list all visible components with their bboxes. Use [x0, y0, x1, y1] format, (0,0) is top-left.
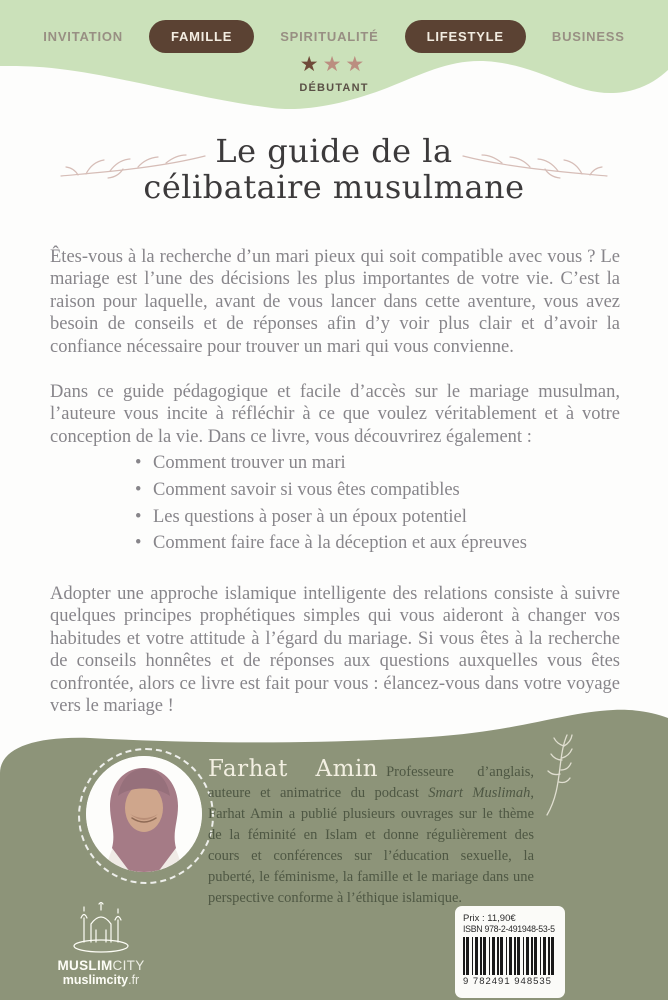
author-bio	[208, 755, 534, 909]
author-photo	[86, 756, 202, 872]
barcode-label	[455, 906, 565, 998]
category-nav	[0, 20, 668, 53]
barcode-digits: 9 782491 948535	[463, 976, 552, 987]
bullet-item: • Comment trouver un mari	[135, 450, 605, 477]
category-lifestyle-badge: LIFESTYLE	[405, 20, 526, 53]
isbn-text: ISBN 978-2-491948-53-5	[463, 924, 555, 934]
author-bio-text-2: , Farhat Amin a publié plusieurs ouvrages sur le thème de la féminité en Islam et donne régulièrement des cours et conférences sur l’éducation sexuelle, la puberté, le féminisme, la famille et le mariage dans une perspective conforme à l’éthique islamique.	[208, 784, 534, 906]
author-bio-text-1: Professeure d’anglais, auteure et animatrice du podcast	[208, 763, 534, 801]
publisher-url-bold: muslimcity	[62, 973, 129, 987]
contents-bullet-list	[135, 450, 605, 557]
publisher-logo	[54, 898, 148, 988]
twig-ornament-icon	[533, 732, 573, 818]
price-text: Prix : 11,90€	[463, 913, 516, 924]
star-empty-icon: ★	[322, 52, 346, 76]
author-portrait-illustration	[86, 756, 202, 872]
bullet-item: • Les questions à poser à un époux potentiel	[135, 504, 605, 531]
book-title-line1: Le guide de la	[215, 132, 453, 170]
book-title	[0, 133, 668, 205]
star-filled-icon: ★	[299, 52, 323, 76]
star-empty-icon: ★	[345, 52, 369, 76]
synopsis-paragraph-2: Dans ce guide pédagogique et facile d’accès sur le mariage musulman, l’auteure vous incite à réfléchir à ce que voulez véritablement et à votre conception de la vie. Dans ce livre, vous découvrirez également :	[50, 381, 620, 447]
category-business: BUSINESS	[551, 29, 625, 44]
book-title-line2: célibataire musulmane	[143, 168, 525, 206]
author-name: Farhat Amin	[208, 755, 379, 782]
category-invitation: INVITATION	[43, 29, 123, 44]
publisher-name-bold: MUSLIM	[57, 958, 113, 973]
barcode-bars	[463, 937, 557, 975]
bullet-item: • Comment savoir si vous êtes compatibles	[135, 477, 605, 504]
publisher-name-light: CITY	[112, 958, 145, 973]
author-podcast-name: Smart Muslimah	[428, 784, 531, 801]
bullet-item: • Comment faire face à la déception et aux épreuves	[135, 530, 605, 557]
synopsis-paragraph-1: Êtes-vous à la recherche d’un mari pieux qui soit compatible avec vous ? Le mariage est l’une des décisions les plus importantes de votre vie. C’est la raison pour laquelle, avant de vous lancer dans cette aventure, vous avez besoin de conseils et de réponses afin d’y voir plus clair et d’avoir la confiance nécessaire pour trouver un mari qui vous convienne.	[50, 246, 620, 357]
difficulty-rating	[0, 54, 668, 75]
difficulty-label: DÉBUTANT	[299, 82, 369, 94]
publisher-name	[54, 959, 148, 973]
publisher-url	[54, 973, 148, 988]
category-famille-badge: FAMILLE	[149, 20, 254, 53]
synopsis-paragraph-3: Adopter une approche islamique intelligente des relations consiste à suivre quelques principes prophétiques simples qui vous aideront à changer vos habitudes et votre attitude à l’égard du mariage. Si vous êtes à la recherche de conseils honnêtes et de réponses aux questions auxquelles vous êtes confrontée, alors ce livre est fait pour vous : élancez-vous dans votre voyage vers le mariage !	[50, 583, 620, 716]
mosque-icon	[58, 898, 144, 954]
category-spiritualite: SPIRITUALITÉ	[280, 29, 379, 44]
publisher-url-light: .fr	[128, 973, 140, 987]
